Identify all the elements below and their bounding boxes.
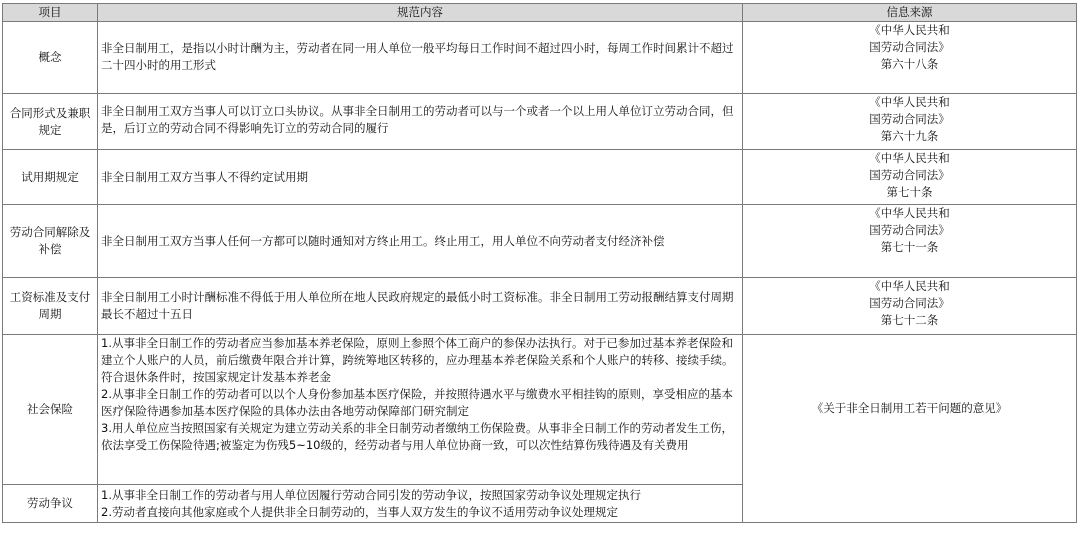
content-cell (98, 94, 743, 150)
source-line: 《中华人民共和 (869, 206, 950, 220)
source-line: 国劳动合同法》 (869, 112, 950, 126)
source-cell (743, 205, 1077, 278)
content-cell (98, 485, 743, 523)
source-cell (743, 22, 1077, 94)
source-line: 第七十条 (886, 185, 933, 199)
content-text: 非全日制用工双方当事人可以订立口头协议。从事非全日制用工的劳动者可以与一个或者一个以上用人单位订立劳动合同，但是，后订立的劳动合同不得影响先订立的劳动合同的履行 (101, 104, 734, 135)
table-row (3, 278, 1077, 335)
content-text: 非全日制用工双方当事人不得约定试用期 (101, 169, 308, 184)
regulation-table (2, 3, 1077, 523)
source-line: 《中华人民共和 (869, 279, 950, 293)
source-line: 第七十一条 (880, 240, 939, 254)
content-cell (98, 22, 743, 94)
item-cell: 概念 (3, 22, 98, 94)
content-paragraph: 1.从事非全日制工作的劳动者应当参加基本养老保险，原则上参照个体工商户的参保办法执行。对于已参加过基本养老保险和建立个人账户的人员，前后缴费年限合并计算，跨统筹地区转移的，应办理基本养老保险关系和个人账户的转移、接续手续。符合退休条件时，按国家规定计发基本养老金 (101, 336, 734, 384)
source-line: 第七十二条 (880, 313, 939, 327)
content-paragraph: 2.劳动者直接向其他家庭或个人提供非全日制劳动的，当事人双方发生的争议不适用劳动争议处理规定 (101, 504, 618, 519)
source-line: 国劳动合同法》 (869, 168, 950, 182)
source-line: 第六十八条 (880, 57, 939, 71)
item-cell: 试用期规定 (3, 150, 98, 205)
source-line: 《中华人民共和 (869, 23, 950, 37)
header-item: 项目 (3, 4, 98, 22)
table-row (3, 150, 1077, 205)
source-cell-merged (743, 335, 1077, 523)
header-row (3, 4, 1077, 22)
source-line: 第六十九条 (880, 129, 939, 143)
content-cell (98, 278, 743, 335)
item-cell: 社会保险 (3, 335, 98, 485)
content-text: 非全日制用工，是指以小时计酬为主，劳动者在同一用人单位一般平均每日工作时间不超过四小时，每周工作时间累计不超过二十四小时的用工形式 (101, 41, 734, 72)
item-cell: 劳动合同解除及补偿 (3, 205, 98, 278)
table-row (3, 22, 1077, 94)
source-line: 《中华人民共和 (869, 151, 950, 165)
source-line: 国劳动合同法》 (869, 296, 950, 310)
content-cell (98, 150, 743, 205)
source-line: 国劳动合同法》 (869, 223, 950, 237)
source-line: 《关于非全日制用工若干问题的意见》 (811, 401, 1008, 415)
content-cell (98, 335, 743, 485)
table-row (3, 94, 1077, 150)
content-paragraph: 3.用人单位应当按照国家有关规定为建立劳动关系的非全日制劳动者缴纳工伤保险费。从事非全日制工作的劳动者发生工伤，依法享受工伤保险待遇;被鉴定为伤残5~10级的，经劳动者与用人单位协商一致，可以次性结算伤残待遇及有关费用 (101, 421, 733, 452)
table-row (3, 205, 1077, 278)
table-row (3, 335, 1077, 485)
content-cell (98, 205, 743, 278)
source-cell (743, 94, 1077, 150)
content-text: 非全日制用工小时计酬标准不得低于用人单位所在地人民政府规定的最低小时工资标准。非全日制用工劳动报酬结算支付周期最长不超过十五日 (101, 290, 734, 321)
source-cell (743, 150, 1077, 205)
content-text: 非全日制用工双方当事人任何一方都可以随时通知对方终止用工。终止用工，用人单位不向劳动者支付经济补偿 (101, 233, 665, 248)
item-cell: 劳动争议 (3, 485, 98, 523)
source-cell (743, 278, 1077, 335)
item-cell: 工资标准及支付周期 (3, 278, 98, 335)
header-source: 信息来源 (743, 4, 1077, 22)
content-paragraph: 2.从事非全日制工作的劳动者可以以个人身份参加基本医疗保险，并按照待遇水平与缴费水平相挂钩的原则，享受相应的基本医疗保险待遇参加基本医疗保险的具体办法由各地劳动保障部门研究制定 (101, 387, 733, 418)
header-content: 规范内容 (98, 4, 743, 22)
content-paragraph: 1.从事非全日制工作的劳动者与用人单位因履行劳动合同引发的劳动争议，按照国家劳动争议处理规定执行 (101, 487, 641, 502)
source-line: 《中华人民共和 (869, 95, 950, 109)
source-line: 国劳动合同法》 (869, 40, 950, 54)
item-cell: 合同形式及兼职规定 (3, 94, 98, 150)
